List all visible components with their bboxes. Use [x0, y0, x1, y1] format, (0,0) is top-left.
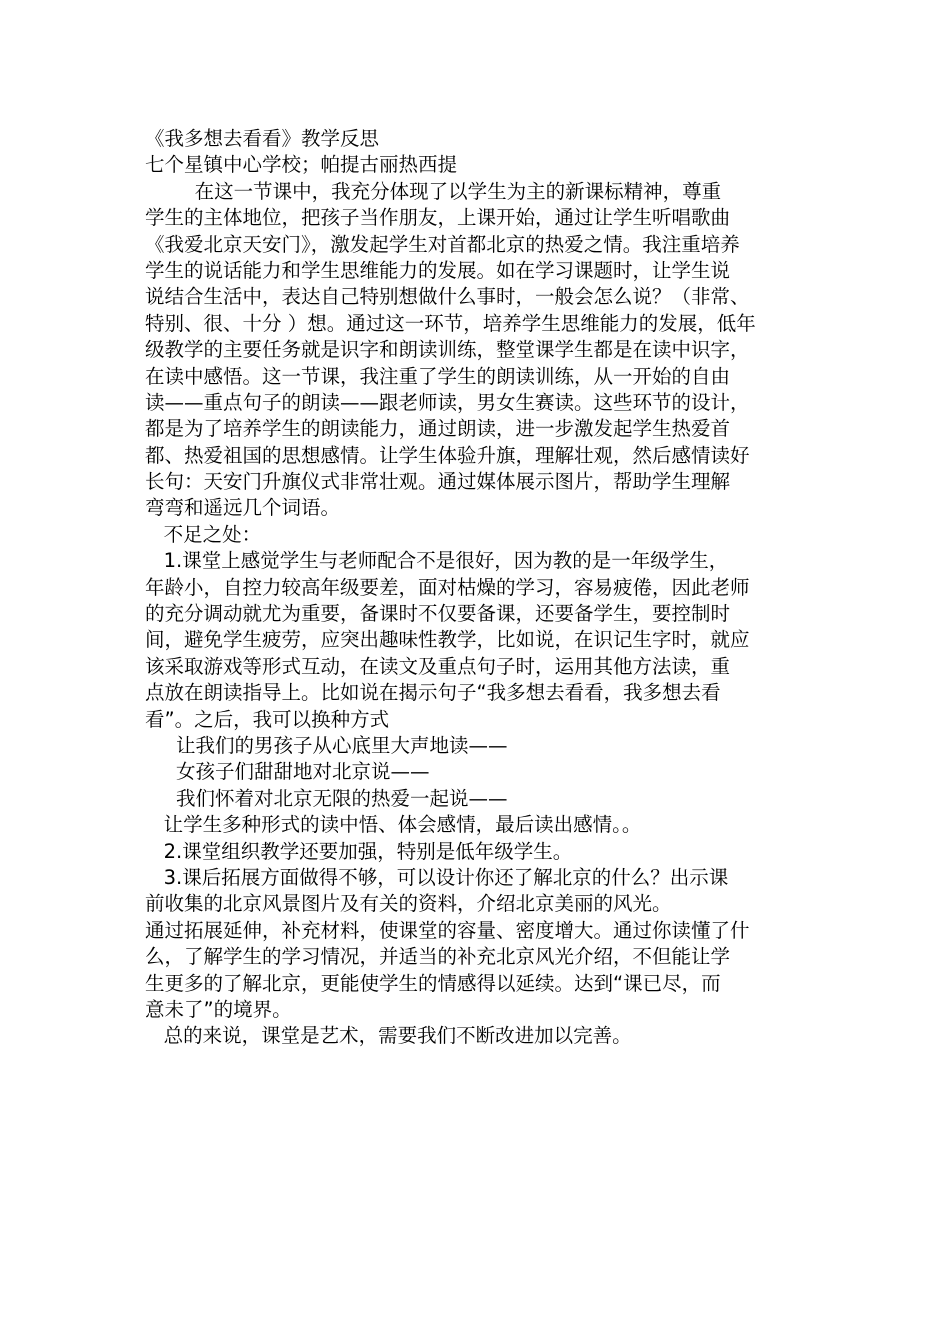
body-line: 都、热爱祖国的思想感情。让学生体验升旗，理解壮观，然后感情读好 [145, 443, 750, 467]
body-line: 在这一节课中，我充分体现了以学生为主的新课标精神，尊重 [145, 179, 722, 203]
body-line: 让学生多种形式的读中悟、体会感情，最后读出感情。。 [145, 813, 642, 837]
section-heading: 不足之处： [145, 522, 262, 546]
body-line: 生更多的了解北京，更能使学生的情感得以延续。达到“课已尽，而 [145, 971, 721, 995]
body-line: 间，避免学生疲劳，应突出趣味性教学，比如说，在识记生字时，就应 [145, 628, 750, 652]
body-line: 年龄小，自控力较高年级要差，面对枯燥的学习，容易疲倦，因此老师 [145, 575, 750, 599]
body-line: 说结合生活中，表达自己特别想做什么事时，一般会怎么说？（非常、 [145, 285, 750, 309]
body-line: 总的来说，课堂是艺术，需要我们不断改进加以完善。 [145, 1024, 632, 1048]
body-line: 让我们的男孩子从心底里大声地读—— [145, 733, 508, 757]
body-line: 2.课堂组织教学还要加强，特别是低年级学生。 [145, 839, 573, 863]
document-title: 《我多想去看看》教学反思 [145, 127, 380, 150]
body-line: 在读中感悟。这一节课，我注重了学生的朗读训练，从一开始的自由 [145, 364, 731, 388]
body-line: 都是为了培养学生的朗读能力，通过朗读，进一步激发起学生热爱首 [145, 417, 731, 441]
body-line: 弯弯和遥远几个词语。 [145, 496, 341, 520]
body-line: 长句：天安门升旗仪式非常壮观。通过媒体展示图片，帮助学生理解 [145, 470, 731, 494]
body-line: 3.课后拓展方面做得不够，可以设计你还了解北京的什么？出示课 [145, 865, 729, 889]
document-page [145, 126, 815, 1050]
body-line: 学生的说话能力和学生思维能力的发展。如在学习课题时，让学生说 [145, 258, 731, 282]
body-line: 点放在朗读指导上。比如说在揭示句子“我多想去看看，我多想去看 [145, 681, 721, 705]
body-line: 级教学的主要任务就是识字和朗读训练，整堂课学生都是在读中识字， [145, 338, 750, 362]
body-line: 《我爱北京天安门》，激发起学生对首都北京的热爱之情。我注重培养 [145, 232, 740, 256]
body-line: 前收集的北京风景图片及有关的资料，介绍北京美丽的风光。 [145, 892, 672, 916]
body-line: 特别、很、十分 ）想。通过这一环节，培养学生思维能力的发展，低年 [145, 311, 756, 335]
body-line: 意未了”的境界。 [145, 997, 292, 1021]
body-line: 1.课堂上感觉学生与老师配合不是很好，因为教的是一年级学生， [145, 549, 729, 573]
body-line: 么，了解学生的学习情况，并适当的补充北京风光介绍，不但能让学 [145, 945, 731, 969]
document-author: 七个星镇中心学校；帕提古丽热西提 [145, 153, 458, 177]
body-line: 通过拓展延伸，补充材料，使课堂的容量、密度增大。通过你读懂了什 [145, 918, 750, 942]
body-line: 该采取游戏等形式互动，在读文及重点句子时，运用其他方法读，重 [145, 654, 731, 678]
body-line: 我们怀着对北京无限的热爱一起说—— [145, 786, 508, 810]
body-line: 看”。之后，我可以换种方式 [145, 707, 390, 731]
body-line: 学生的主体地位，把孩子当作朋友，上课开始，通过让学生听唱歌曲 [145, 206, 731, 230]
body-line: 读——重点句子的朗读——跟老师读，男女生赛读。这些环节的设计， [145, 390, 750, 414]
body-line: 女孩子们甜甜地对北京说—— [145, 760, 430, 784]
body-line: 的充分调动就尤为重要，备课时不仅要备课，还要备学生，要控制时 [145, 602, 731, 626]
